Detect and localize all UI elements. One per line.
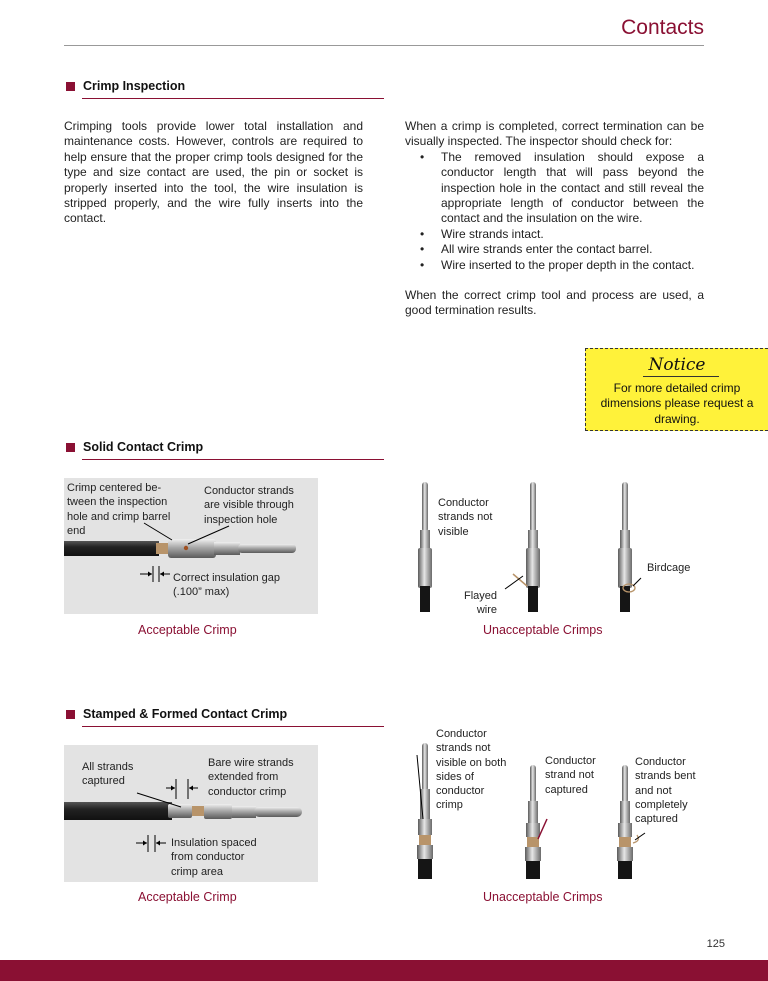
exposed-conductor (192, 806, 204, 816)
footer-bar (0, 960, 768, 981)
checklist-item: • The removed insulation should expose a conductor length that will pass beyond the inspection hole in the contact and still reveal the appropriate length of conductor between the contact and the insulation on the wire. (405, 150, 704, 227)
stamped-contact-heading (66, 707, 287, 721)
conductor-crimp (204, 804, 232, 819)
heading-square-icon (66, 710, 75, 719)
heading-rule (82, 459, 384, 460)
page-section-title: Contacts (621, 16, 704, 39)
caption-solid-acceptable: Acceptable Crimp (138, 623, 237, 637)
label-flayed-wire: Flayed wire (463, 590, 497, 617)
notice-text: For more detailed crimp dimensions please request a drawing. (600, 381, 754, 426)
caption-stamped-unacceptable: Unacceptable Crimps (483, 890, 603, 904)
checklist-item: • Wire inserted to the proper depth in the contact. (405, 258, 704, 273)
contact-pin (254, 807, 302, 817)
heading-rule (82, 726, 384, 727)
inspection-intro: When a crimp is completed, correct termination can be visually inspected. The inspector should check for: (405, 119, 704, 149)
label-insulation-spaced: Insulation spaced from conductor crimp area (171, 837, 257, 878)
contact-body (232, 806, 256, 818)
page-number: 125 (706, 938, 725, 950)
exposed-conductor (156, 543, 170, 554)
wire-insulation (64, 541, 159, 556)
label-not-visible-both-sides: Conductor strands not visible on both sides of conductor crimp (436, 728, 507, 812)
heading-rule (82, 98, 384, 99)
crimp-inspection-right-column (405, 119, 704, 319)
label-crimp-centered: Crimp centered be- tween the inspection hole and crimp barrel end (67, 482, 171, 537)
caption-solid-unacceptable: Unacceptable Crimps (483, 623, 603, 637)
label-strands-not-visible: Conductor strands not visible (438, 497, 493, 538)
label-strands-bent: Conductor strands bent and not completely captured (635, 756, 696, 826)
label-strands-visible: Conductor strands are visible through inspection hole (204, 485, 294, 526)
notice-box (585, 348, 768, 431)
crimp-inspection-left-paragraph: Crimping tools provide lower total installation and maintenance costs. However, controls are required to help ensure that the proper crimp tools designed for the type and size contact are used, the pin or socket is properly inserted into the tool, the wire insulation is stripped properly, and the wire fully inserts into the contact. (64, 119, 363, 226)
stamped-contact-heading-text: Stamped & Formed Contact Crimp (83, 707, 288, 721)
contact-pin (238, 544, 296, 553)
contact-collar (214, 542, 240, 555)
solid-contact-heading-text: Solid Contact Crimp (83, 440, 204, 454)
crimp-inspection-heading-text: Crimp Inspection (83, 79, 186, 93)
crimp-inspection-heading (66, 79, 185, 93)
label-birdcage: Birdcage (647, 562, 691, 574)
inspection-checklist (405, 150, 704, 273)
notice-title: Notice (648, 355, 706, 375)
label-bare-wire: Bare wire strands extended from conductor crimp (208, 757, 294, 798)
heading-square-icon (66, 443, 75, 452)
checklist-item: • All wire strands enter the contact barrel. (405, 242, 704, 257)
label-insulation-gap: Correct insulation gap (.100” max) (173, 572, 281, 599)
caption-stamped-acceptable: Acceptable Crimp (138, 890, 237, 904)
inspection-closing: When the correct crimp tool and process are used, a good termination results. (405, 288, 704, 318)
notice-title-underline (643, 376, 719, 377)
solid-contact-heading (66, 440, 203, 454)
label-all-strands-captured: All strands captured (82, 761, 134, 788)
insulation-crimp (168, 804, 192, 818)
heading-square-icon (66, 82, 75, 91)
header-divider (64, 45, 704, 46)
wire-insulation (64, 802, 172, 820)
inspection-hole-icon (184, 546, 188, 550)
checklist-item: • Wire strands intact. (405, 227, 704, 242)
label-strand-not-captured: Conductor strand not captured (545, 755, 596, 796)
